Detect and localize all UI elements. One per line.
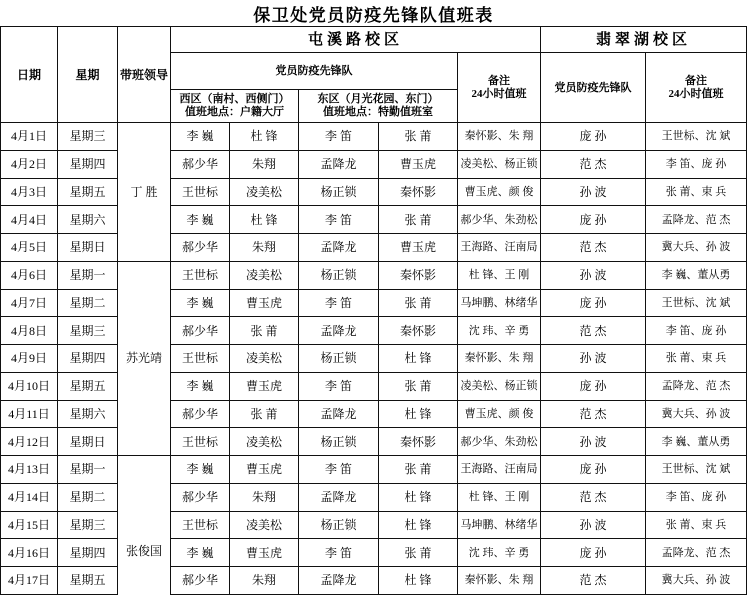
leader-cell — [118, 262, 171, 456]
west-zone-location: 值班地点：户籍大厅 — [185, 106, 284, 118]
west-duty-cell: 曹玉虎 — [230, 456, 299, 484]
weekday-cell: 星期日 — [58, 428, 118, 456]
feicui-24h-duty-cell: 孟降龙、范 杰 — [646, 539, 747, 567]
east-duty-cell: 杨正锁 — [299, 428, 379, 456]
feicui-24h-duty-cell: 李 巍、董从勇 — [646, 428, 747, 456]
date-cell: 4月14日 — [1, 484, 58, 512]
note-sub-label: 24小时值班 — [471, 87, 527, 100]
feicui-24h-duty-cell: 王世标、沈 斌 — [646, 123, 747, 151]
east-duty-cell: 张 莆 — [379, 290, 458, 318]
feicui-duty-cell: 孙 波 — [541, 345, 646, 373]
west-duty-cell: 凌美松 — [230, 262, 299, 290]
west-duty-cell: 李 巍 — [171, 206, 230, 234]
feicui-duty-cell: 庞 孙 — [541, 123, 646, 151]
west-duty-cell: 朱翔 — [230, 234, 299, 262]
west-duty-cell: 朱翔 — [230, 484, 299, 512]
feicui-duty-cell: 庞 孙 — [541, 290, 646, 318]
east-duty-cell: 秦怀影 — [379, 428, 458, 456]
tunxi-24h-duty-cell: 郝少华、朱劲松 — [458, 206, 541, 234]
west-duty-cell: 曹玉虎 — [230, 373, 299, 401]
east-duty-cell: 杨正锁 — [299, 512, 379, 540]
west-duty-cell: 郝少华 — [171, 401, 230, 429]
tunxi-note-header — [458, 53, 541, 123]
date-cell: 4月6日 — [1, 262, 58, 290]
west-duty-cell: 凌美松 — [230, 345, 299, 373]
weekday-cell: 星期日 — [58, 234, 118, 262]
tunxi-24h-duty-cell: 杜 锋、王 刚 — [458, 484, 541, 512]
tunxi-24h-duty-cell: 沈 玮、辛 勇 — [458, 539, 541, 567]
note-sub-label: 24小时值班 — [668, 87, 724, 100]
west-duty-cell: 李 巍 — [171, 290, 230, 318]
east-zone-header — [299, 90, 458, 123]
weekday-cell: 星期五 — [58, 179, 118, 207]
east-duty-cell: 李 笛 — [299, 123, 379, 151]
feicui-duty-cell: 范 杰 — [541, 567, 646, 595]
east-duty-cell: 杨正锁 — [299, 179, 379, 207]
tunxi-24h-duty-cell: 秦怀影、朱 翔 — [458, 345, 541, 373]
feicui-24h-duty-cell: 张 莆、束 兵 — [646, 345, 747, 373]
east-duty-cell: 张 莆 — [379, 373, 458, 401]
feicui-duty-cell: 范 杰 — [541, 151, 646, 179]
east-duty-cell: 秦怀影 — [379, 262, 458, 290]
tunxi-24h-duty-cell: 王海路、汪南局 — [458, 456, 541, 484]
west-duty-cell: 杜 锋 — [230, 123, 299, 151]
east-duty-cell: 张 莆 — [379, 123, 458, 151]
west-zone-header — [171, 90, 299, 123]
tunxi-24h-duty-cell: 王海路、汪南局 — [458, 234, 541, 262]
leader-cell — [118, 456, 171, 595]
feicui-duty-cell: 庞 孙 — [541, 206, 646, 234]
feicui-campus-header: 翡翠湖校区 — [541, 27, 747, 53]
east-duty-cell: 杜 锋 — [379, 567, 458, 595]
weekday-cell: 星期一 — [58, 262, 118, 290]
feicui-team-header: 党员防疫先锋队 — [541, 53, 646, 123]
date-cell: 4月3日 — [1, 179, 58, 207]
east-duty-cell: 孟降龙 — [299, 234, 379, 262]
tunxi-24h-duty-cell: 凌美松、杨正锁 — [458, 151, 541, 179]
west-duty-cell: 王世标 — [171, 262, 230, 290]
west-duty-cell: 郝少华 — [171, 234, 230, 262]
feicui-duty-cell: 孙 波 — [541, 179, 646, 207]
west-duty-cell: 王世标 — [171, 512, 230, 540]
weekday-cell: 星期二 — [58, 290, 118, 318]
date-cell: 4月17日 — [1, 567, 58, 595]
tunxi-24h-duty-cell: 秦怀影、朱 翔 — [458, 123, 541, 151]
date-header: 日期 — [1, 27, 58, 123]
feicui-24h-duty-cell: 李 笛、庞 孙 — [646, 317, 747, 345]
note-label: 备注 — [488, 74, 510, 87]
feicui-24h-duty-cell: 李 巍、董从勇 — [646, 262, 747, 290]
date-cell: 4月15日 — [1, 512, 58, 540]
feicui-duty-cell: 庞 孙 — [541, 373, 646, 401]
date-cell: 4月7日 — [1, 290, 58, 318]
weekday-cell: 星期五 — [58, 567, 118, 595]
east-duty-cell: 孟降龙 — [299, 401, 379, 429]
page-title: 保卫处党员防疫先锋队值班表 — [253, 5, 494, 25]
tunxi-24h-duty-cell: 凌美松、杨正锁 — [458, 373, 541, 401]
weekday-header: 星期 — [58, 27, 118, 123]
feicui-24h-duty-cell: 张 莆、束 兵 — [646, 179, 747, 207]
east-duty-cell: 李 笛 — [299, 373, 379, 401]
weekday-cell: 星期三 — [58, 123, 118, 151]
feicui-duty-cell: 范 杰 — [541, 234, 646, 262]
west-duty-cell: 杜 锋 — [230, 206, 299, 234]
west-duty-cell: 凌美松 — [230, 428, 299, 456]
date-cell: 4月8日 — [1, 317, 58, 345]
note-label: 备注 — [685, 74, 707, 87]
west-duty-cell: 李 巍 — [171, 539, 230, 567]
tunxi-24h-duty-cell: 沈 玮、辛 勇 — [458, 317, 541, 345]
feicui-24h-duty-cell: 张 莆、束 兵 — [646, 512, 747, 540]
west-duty-cell: 曹玉虎 — [230, 539, 299, 567]
west-duty-cell: 朱翔 — [230, 151, 299, 179]
east-duty-cell: 张 莆 — [379, 206, 458, 234]
east-duty-cell: 杜 锋 — [379, 401, 458, 429]
feicui-duty-cell: 庞 孙 — [541, 456, 646, 484]
weekday-cell: 星期六 — [58, 401, 118, 429]
date-cell: 4月1日 — [1, 123, 58, 151]
west-duty-cell: 郝少华 — [171, 317, 230, 345]
east-duty-cell: 张 莆 — [379, 456, 458, 484]
tunxi-24h-duty-cell: 杜 锋、王 刚 — [458, 262, 541, 290]
feicui-24h-duty-cell: 孟降龙、范 杰 — [646, 206, 747, 234]
weekday-cell: 星期四 — [58, 345, 118, 373]
east-duty-cell: 李 笛 — [299, 539, 379, 567]
feicui-duty-cell: 孙 波 — [541, 512, 646, 540]
feicui-24h-duty-cell: 冀大兵、孙 波 — [646, 401, 747, 429]
date-cell: 4月5日 — [1, 234, 58, 262]
weekday-cell: 星期四 — [58, 539, 118, 567]
feicui-duty-cell: 范 杰 — [541, 401, 646, 429]
tunxi-24h-duty-cell: 秦怀影、朱 翔 — [458, 567, 541, 595]
weekday-cell: 星期五 — [58, 373, 118, 401]
east-duty-cell: 李 笛 — [299, 206, 379, 234]
feicui-duty-cell: 范 杰 — [541, 317, 646, 345]
east-zone-location: 值班地点：特勤值班室 — [323, 106, 433, 118]
weekday-cell: 星期六 — [58, 206, 118, 234]
feicui-24h-duty-cell: 孟降龙、范 杰 — [646, 373, 747, 401]
tunxi-24h-duty-cell: 马坤鹏、林绪华 — [458, 290, 541, 318]
date-cell: 4月12日 — [1, 428, 58, 456]
feicui-24h-duty-cell: 冀大兵、孙 波 — [646, 567, 747, 595]
west-duty-cell: 张 莆 — [230, 401, 299, 429]
east-duty-cell: 杜 锋 — [379, 484, 458, 512]
west-duty-cell: 郝少华 — [171, 151, 230, 179]
weekday-cell: 星期三 — [58, 512, 118, 540]
west-duty-cell: 凌美松 — [230, 179, 299, 207]
leader-name: 张俊国 — [125, 544, 162, 558]
tunxi-24h-duty-cell: 马坤鹏、林绪华 — [458, 512, 541, 540]
east-duty-cell: 孟降龙 — [299, 567, 379, 595]
west-duty-cell: 王世标 — [171, 428, 230, 456]
feicui-24h-duty-cell: 冀大兵、孙 波 — [646, 234, 747, 262]
duty-roster-table — [0, 26, 747, 595]
date-cell: 4月9日 — [1, 345, 58, 373]
west-zone-area: 西区（南村、西侧门） — [179, 93, 290, 105]
east-duty-cell: 孟降龙 — [299, 484, 379, 512]
tunxi-24h-duty-cell: 曹玉虎、颜 俊 — [458, 401, 541, 429]
east-duty-cell: 李 笛 — [299, 456, 379, 484]
feicui-duty-cell: 孙 波 — [541, 262, 646, 290]
east-duty-cell: 秦怀影 — [379, 317, 458, 345]
west-duty-cell: 李 巍 — [171, 123, 230, 151]
feicui-24h-duty-cell: 李 笛、庞 孙 — [646, 484, 747, 512]
feicui-24h-duty-cell: 王世标、沈 斌 — [646, 290, 747, 318]
date-cell: 4月4日 — [1, 206, 58, 234]
east-duty-cell: 张 莆 — [379, 539, 458, 567]
west-duty-cell: 王世标 — [171, 345, 230, 373]
date-cell: 4月10日 — [1, 373, 58, 401]
west-duty-cell: 张 莆 — [230, 317, 299, 345]
west-duty-cell: 曹玉虎 — [230, 290, 299, 318]
east-duty-cell: 曹玉虎 — [379, 234, 458, 262]
west-duty-cell: 王世标 — [171, 179, 230, 207]
weekday-cell: 星期二 — [58, 484, 118, 512]
west-duty-cell: 李 巍 — [171, 373, 230, 401]
west-duty-cell: 郝少华 — [171, 484, 230, 512]
east-duty-cell: 杜 锋 — [379, 512, 458, 540]
east-duty-cell: 曹玉虎 — [379, 151, 458, 179]
east-duty-cell: 孟降龙 — [299, 151, 379, 179]
feicui-duty-cell: 孙 波 — [541, 428, 646, 456]
leader-header: 带班领导 — [118, 27, 171, 123]
date-cell: 4月11日 — [1, 401, 58, 429]
tunxi-24h-duty-cell: 曹玉虎、颜 俊 — [458, 179, 541, 207]
east-duty-cell: 杨正锁 — [299, 345, 379, 373]
west-duty-cell: 凌美松 — [230, 512, 299, 540]
tunxi-24h-duty-cell: 郝少华、朱劲松 — [458, 428, 541, 456]
east-duty-cell: 杨正锁 — [299, 262, 379, 290]
east-duty-cell: 杜 锋 — [379, 345, 458, 373]
weekday-cell: 星期一 — [58, 456, 118, 484]
feicui-note-header — [646, 53, 747, 123]
east-zone-area: 东区（月光花园、东门） — [317, 93, 439, 105]
leader-name: 丁 胜 — [130, 184, 158, 199]
feicui-duty-cell: 庞 孙 — [541, 539, 646, 567]
west-duty-cell: 李 巍 — [171, 456, 230, 484]
feicui-24h-duty-cell: 李 笛、庞 孙 — [646, 151, 747, 179]
leader-name: 苏光靖 — [125, 351, 162, 366]
east-duty-cell: 孟降龙 — [299, 317, 379, 345]
date-cell: 4月16日 — [1, 539, 58, 567]
feicui-duty-cell: 范 杰 — [541, 484, 646, 512]
feicui-24h-duty-cell: 王世标、沈 斌 — [646, 456, 747, 484]
leader-cell — [118, 123, 171, 262]
west-duty-cell: 郝少华 — [171, 567, 230, 595]
tunxi-team-header: 党员防疫先锋队 — [171, 53, 458, 90]
date-cell: 4月13日 — [1, 456, 58, 484]
tunxi-campus-header: 屯溪路校区 — [171, 27, 541, 53]
weekday-cell: 星期三 — [58, 317, 118, 345]
west-duty-cell: 朱翔 — [230, 567, 299, 595]
east-duty-cell: 李 笛 — [299, 290, 379, 318]
east-duty-cell: 秦怀影 — [379, 179, 458, 207]
weekday-cell: 星期四 — [58, 151, 118, 179]
date-cell: 4月2日 — [1, 151, 58, 179]
